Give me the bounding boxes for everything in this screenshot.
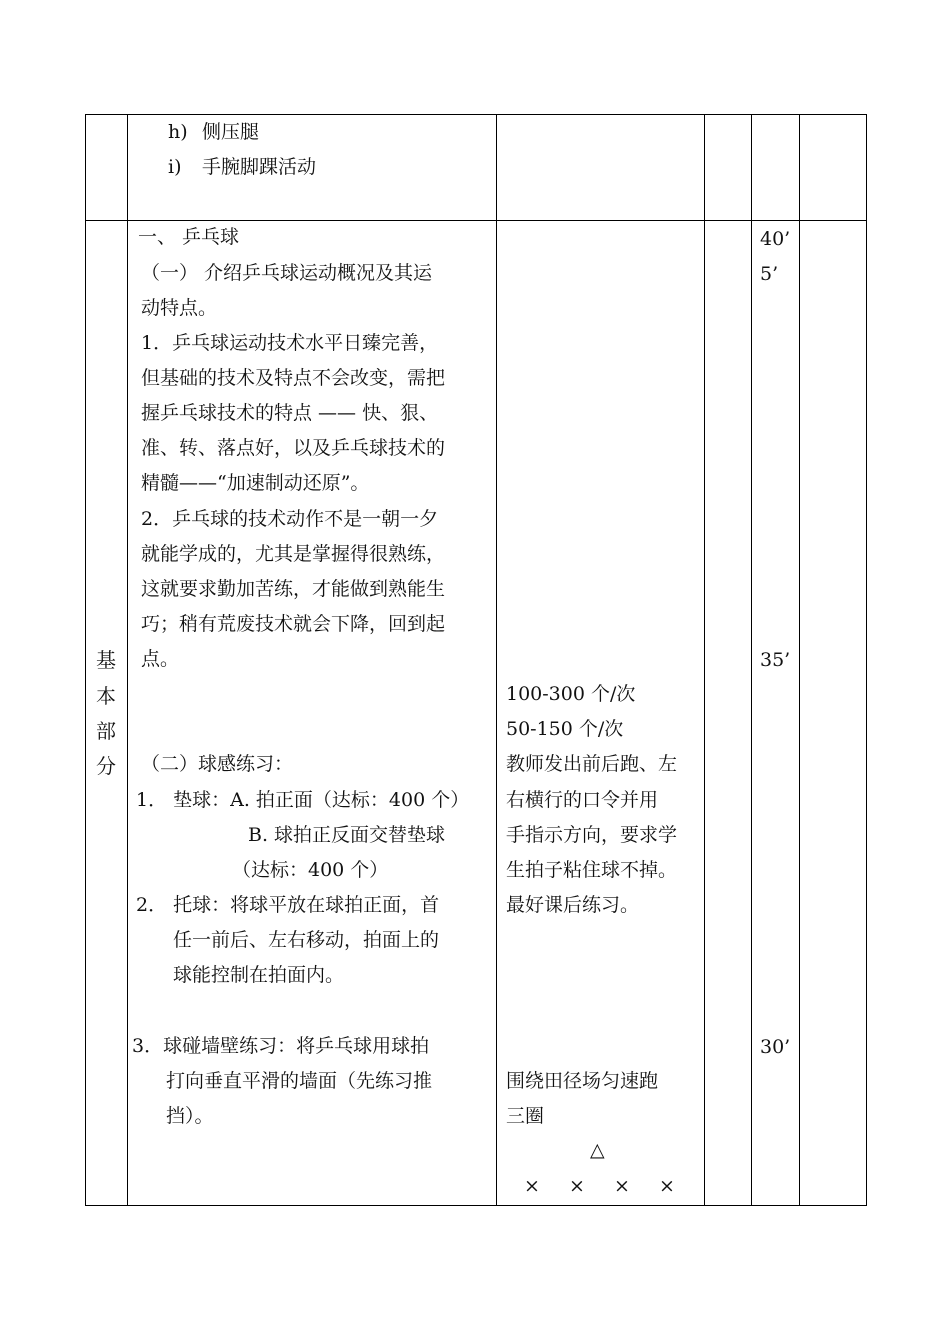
time-intro: 5’ bbox=[760, 263, 779, 285]
time-ball-feel: 35’ bbox=[760, 649, 791, 671]
table-top-border bbox=[85, 114, 866, 115]
table-bottom-border bbox=[85, 1205, 866, 1206]
method-m3-line: 最好课后练习。 bbox=[506, 894, 640, 916]
content-ex3-line: 挡）。 bbox=[166, 1105, 214, 1127]
content-sub1-line2: 动特点。 bbox=[141, 297, 218, 319]
formation-student-icon: × bbox=[614, 1175, 630, 1197]
content-p1-line: 握乒乓球技术的特点 —— 快、狠、 bbox=[141, 402, 439, 424]
section-label-char: 本 bbox=[96, 684, 116, 708]
col-border-3 bbox=[704, 114, 705, 1206]
col-border-2 bbox=[496, 114, 497, 1206]
method-m1: 100-300 个/次 bbox=[506, 683, 636, 705]
content-ex2-line: 2． 托球：将球平放在球拍正面，首 bbox=[136, 894, 440, 916]
content-p2-line: 2．乒乓球的技术动作不是一朝一夕 bbox=[141, 508, 439, 530]
section-label-char: 基 bbox=[96, 648, 116, 672]
time-wall-practice: 30’ bbox=[760, 1036, 791, 1058]
time-total: 40’ bbox=[760, 228, 791, 250]
section-label-char: 部 bbox=[96, 719, 116, 743]
method-m4-line: 三圈 bbox=[506, 1105, 545, 1127]
content-ex1-line: 1． 垫球：A. 拍正面（达标：400 个） bbox=[136, 789, 470, 811]
col-border-0 bbox=[85, 114, 86, 1206]
content-heading: 一、 乒乓球 bbox=[138, 226, 240, 248]
col-border-1 bbox=[127, 114, 128, 1206]
method-m3-line: 生拍子粘住球不掉。 bbox=[506, 859, 678, 881]
content-p2-line: 巧；稍有荒废技术就会下降，回到起 bbox=[141, 613, 446, 635]
content-p1-line: 1．乒乓球运动技术水平日臻完善， bbox=[141, 332, 439, 354]
row-divider bbox=[85, 220, 866, 221]
content-sub1-line1: （一） 介绍乒乓球运动概况及其运 bbox=[141, 262, 433, 284]
method-m3-line: 教师发出前后跑、左 bbox=[506, 753, 678, 775]
row1-marker-i: i) bbox=[168, 156, 182, 178]
method-m2: 50-150 个/次 bbox=[506, 718, 624, 740]
formation-teacher-icon: △ bbox=[590, 1139, 605, 1161]
formation-student-icon: × bbox=[659, 1175, 675, 1197]
content-ex3-line: 打向垂直平滑的墙面（先练习推 bbox=[166, 1070, 433, 1092]
content-p1-line: 精髓——“加速制动还原”。 bbox=[141, 472, 370, 494]
row1-marker-h: h) bbox=[168, 121, 188, 143]
content-ex2-line: 任一前后、左右移动，拍面上的 bbox=[173, 929, 440, 951]
content-p2-line: 就能学成的，尤其是掌握得很熟练， bbox=[141, 543, 446, 565]
method-m3-line: 右横行的口令并用 bbox=[506, 789, 659, 811]
formation-student-icon: × bbox=[569, 1175, 585, 1197]
col-border-5 bbox=[799, 114, 800, 1206]
content-p2-line: 点。 bbox=[141, 648, 180, 670]
content-ex1-line: B. 球拍正反面交替垫球 bbox=[248, 824, 446, 846]
content-ex3-line: 3．球碰墙壁练习：将乒乓球用球拍 bbox=[132, 1035, 430, 1057]
content-ex1-line: （达标：400 个） bbox=[232, 859, 389, 881]
col-border-6 bbox=[866, 114, 867, 1206]
content-p1-line: 但基础的技术及特点不会改变，需把 bbox=[141, 367, 446, 389]
content-p2-line: 这就要求勤加苦练，才能做到熟能生 bbox=[141, 578, 446, 600]
method-m3-line: 手指示方向，要求学 bbox=[506, 824, 678, 846]
content-sub2: （二）球感练习： bbox=[141, 753, 294, 775]
content-ex2-line: 球能控制在拍面内。 bbox=[173, 964, 345, 986]
method-m4-line: 围绕田径场匀速跑 bbox=[506, 1070, 659, 1092]
row1-text-h: 侧压腿 bbox=[202, 121, 260, 143]
col-border-4 bbox=[751, 114, 752, 1206]
row1-text-i: 手腕脚踝活动 bbox=[202, 156, 317, 178]
formation-student-icon: × bbox=[524, 1175, 540, 1197]
content-p1-line: 准、转、落点好，以及乒乓球技术的 bbox=[141, 437, 446, 459]
section-label-char: 分 bbox=[96, 754, 116, 778]
